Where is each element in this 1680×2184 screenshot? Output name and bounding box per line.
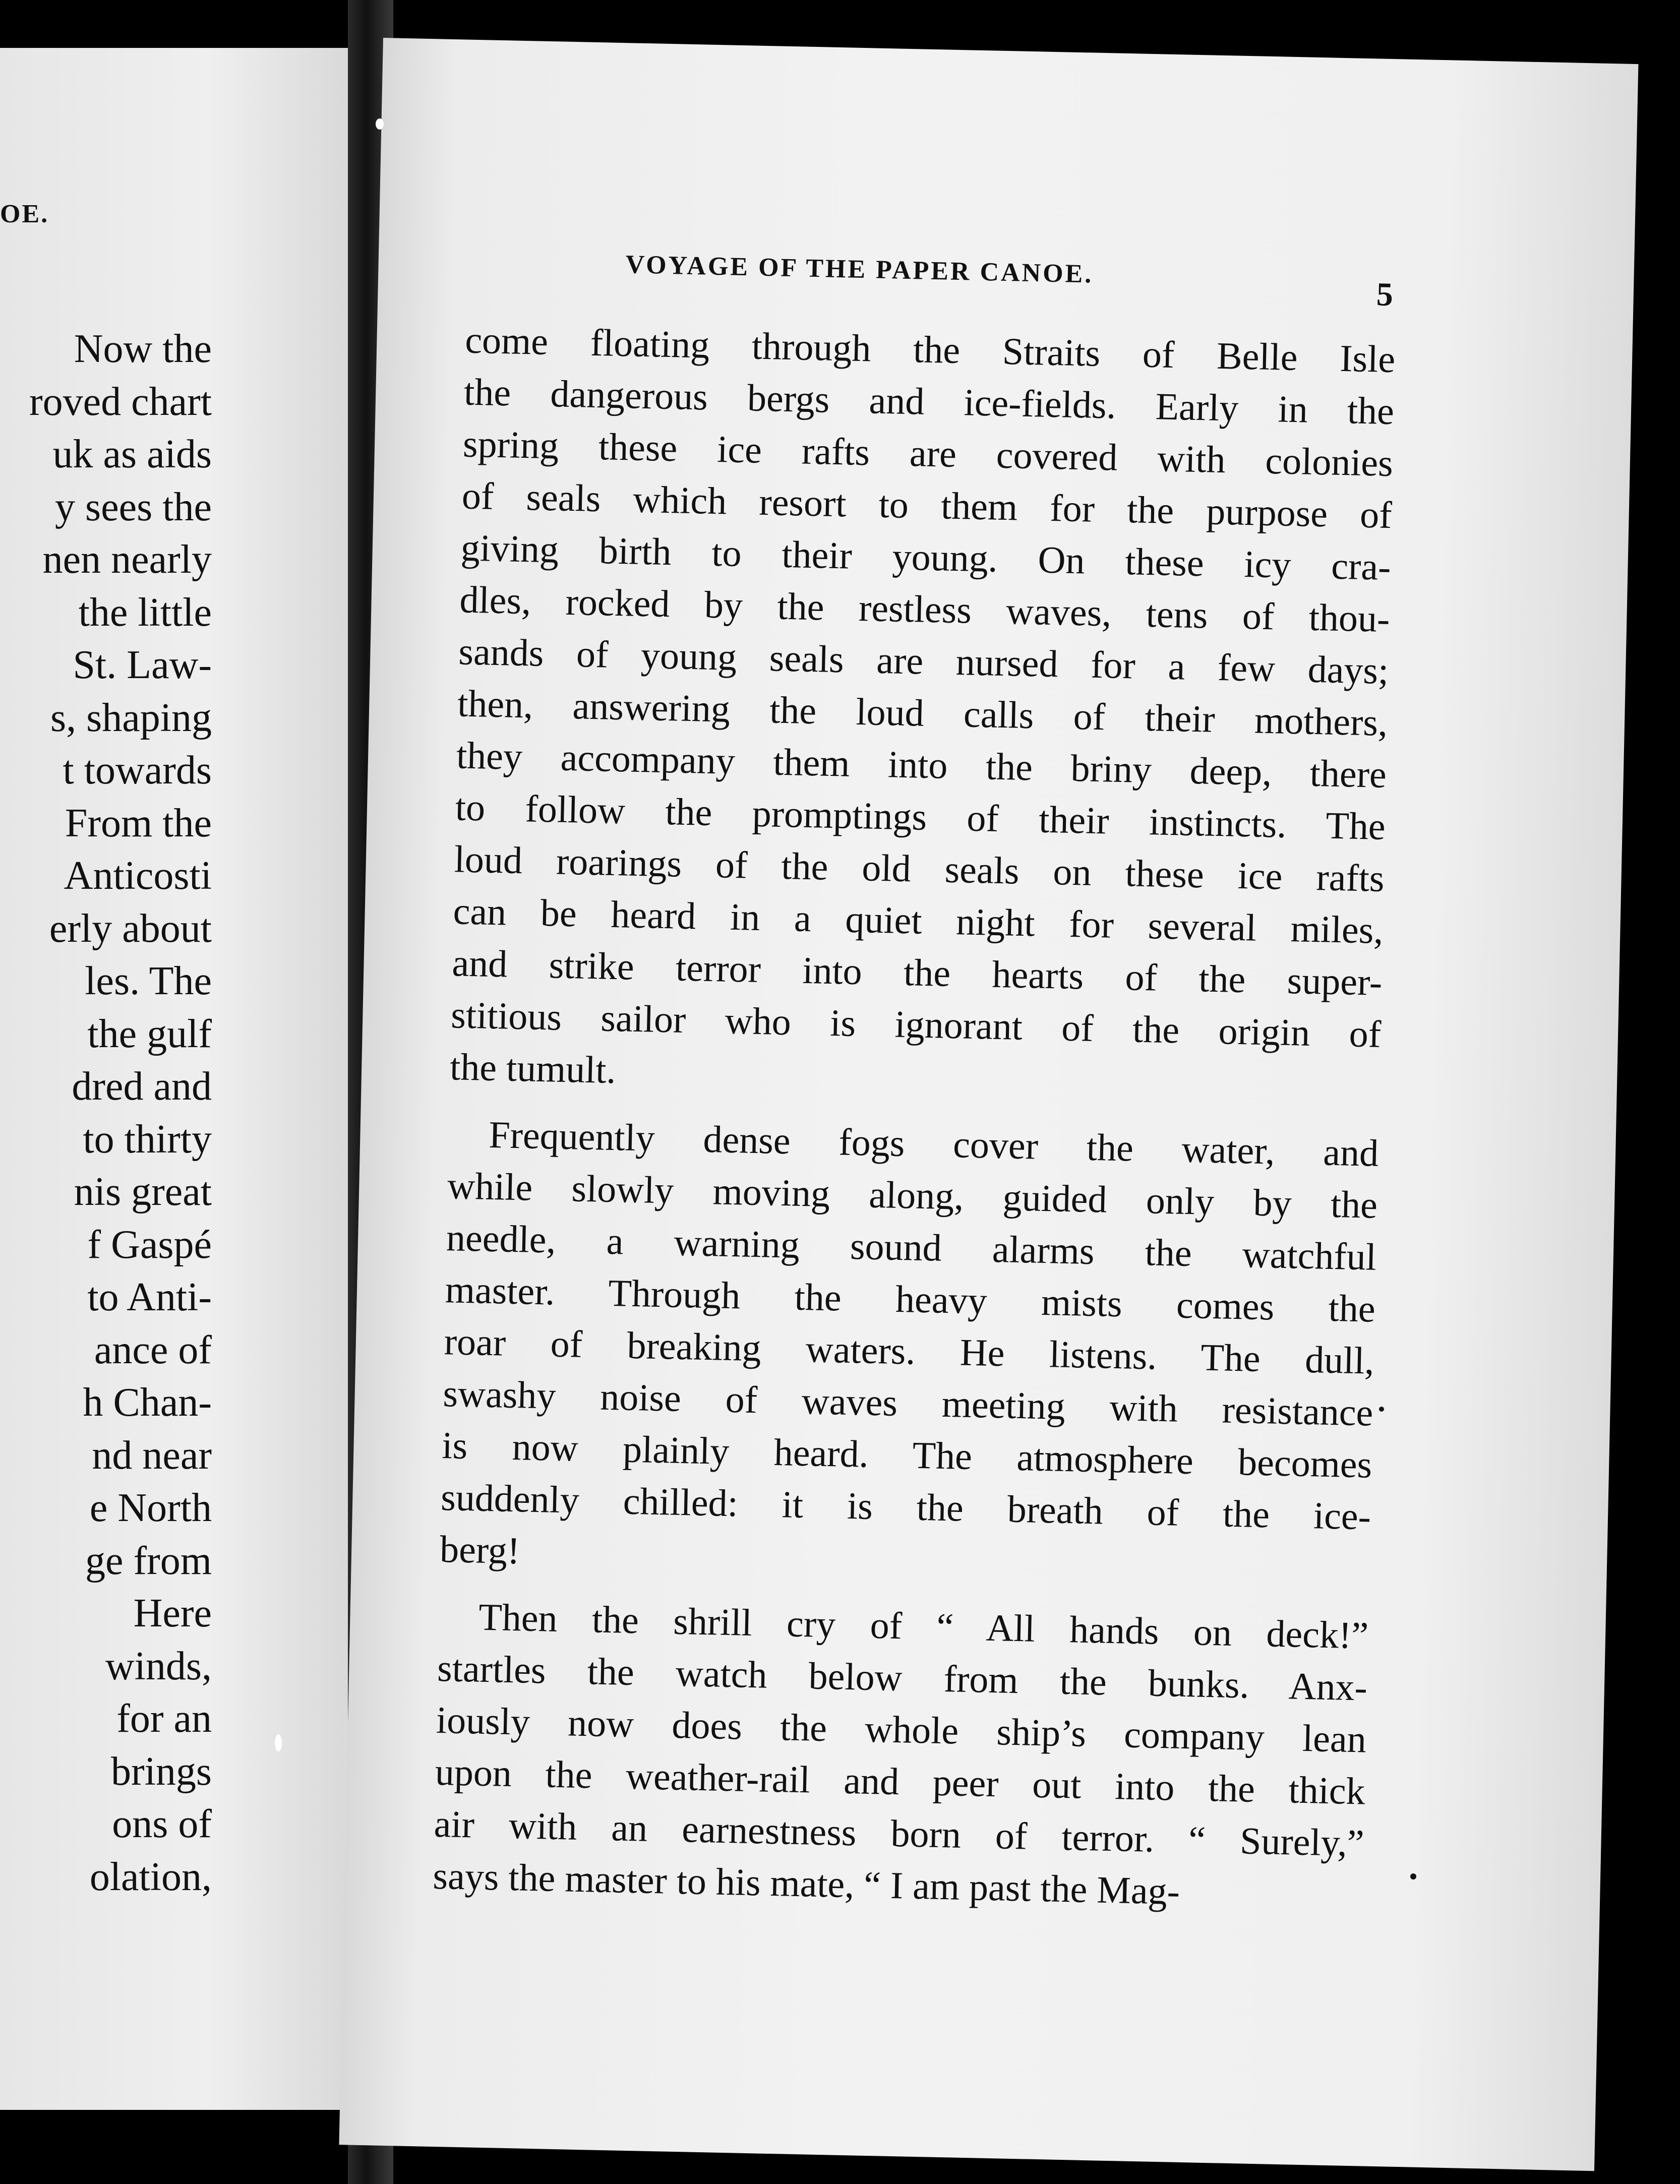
left-text-line: ance of bbox=[94, 1327, 212, 1372]
left-text-line: Here bbox=[133, 1591, 212, 1635]
scan-speck bbox=[376, 118, 384, 130]
text-line: can be heard in a quiet night for several miles, bbox=[452, 890, 1384, 952]
text-line: spring these ice rafts are covered with colonies bbox=[462, 422, 1394, 485]
left-text-line: to thirty bbox=[83, 1117, 212, 1162]
text-line: iously now does the whole ship’s company lean bbox=[436, 1698, 1367, 1761]
text-line: dles, rocked by the restless waves, tens of thou- bbox=[459, 578, 1391, 641]
text-line: is now plainly heard. The atmosphere becomes bbox=[441, 1424, 1373, 1486]
paragraph-1 bbox=[449, 315, 1396, 1113]
left-text-line: St. Law- bbox=[73, 643, 212, 687]
text-line: loud roarings of the old seals on these ice rafts bbox=[454, 838, 1385, 900]
scan-dot bbox=[1379, 1407, 1384, 1412]
left-text-line: h Chan- bbox=[83, 1380, 212, 1425]
left-page-text bbox=[0, 323, 212, 1903]
page-number: 5 bbox=[1376, 276, 1394, 314]
text-line: they accompany them into the briny deep, there bbox=[456, 734, 1387, 796]
left-text-line: winds, bbox=[105, 1644, 212, 1688]
scan-speck bbox=[275, 1734, 282, 1751]
left-text-line: nd near bbox=[92, 1433, 212, 1478]
text-line: upon the weather-rail and peer out into the thick bbox=[435, 1750, 1366, 1813]
left-text-line: for an bbox=[116, 1696, 212, 1741]
text-line: giving birth to their young. On these icy cra- bbox=[460, 526, 1392, 589]
left-text-line: Anticosti bbox=[64, 854, 212, 898]
left-text-line: e North bbox=[89, 1486, 212, 1530]
right-page bbox=[339, 38, 1638, 2171]
left-text-line: roved chart bbox=[29, 379, 212, 424]
left-text-line: Now the bbox=[74, 327, 212, 371]
text-line: Then the shrill cry of “ All hands on deck!” bbox=[478, 1596, 1369, 1657]
text-line: air with an earnestness born of terror. “ Surely,” bbox=[433, 1802, 1365, 1865]
left-running-header: OE. bbox=[0, 200, 49, 228]
left-text-line: From the bbox=[65, 801, 212, 845]
paragraph-2 bbox=[439, 1108, 1379, 1595]
scan-dot bbox=[1410, 1873, 1416, 1879]
left-text-line: dred and bbox=[72, 1064, 212, 1109]
text-line: then, answering the loud calls of their mothers, bbox=[457, 682, 1388, 745]
left-text-line: the little bbox=[78, 590, 212, 635]
left-text-line: brings bbox=[111, 1749, 212, 1794]
left-text-line: nis great bbox=[74, 1170, 212, 1214]
text-line: roar of breaking waters. He listens. The dull, bbox=[443, 1320, 1375, 1382]
text-line: needle, a warning sound alarms the watchful bbox=[446, 1217, 1377, 1279]
left-text-line: erly about bbox=[49, 906, 212, 951]
left-page bbox=[0, 48, 348, 2110]
text-line: come floating through the Straits of Belle Isle bbox=[464, 319, 1396, 381]
left-text-line: the gulf bbox=[87, 1011, 212, 1056]
left-text-line: nen nearly bbox=[42, 537, 212, 582]
paragraph-3 bbox=[433, 1591, 1369, 1922]
text-line: stitious sailor who is ignorant of the origin of bbox=[450, 994, 1382, 1056]
text-line: master. Through the heavy mists comes the bbox=[445, 1268, 1376, 1330]
left-text-line: t towards bbox=[63, 748, 212, 793]
left-text-line: s, shaping bbox=[50, 695, 212, 740]
text-line: while slowly moving along, guided only by the bbox=[447, 1165, 1378, 1227]
text-line: of seals which resort to them for the purpose of bbox=[461, 474, 1393, 537]
text-line: sands of young seals are nursed for a few days; bbox=[458, 630, 1390, 693]
left-text-line: ge from bbox=[85, 1538, 212, 1583]
text-line: to follow the promptings of their instincts. The bbox=[455, 786, 1386, 848]
text-line: suddenly chilled: it is the breath of the ice- bbox=[440, 1476, 1371, 1538]
left-text-line: uk as aids bbox=[52, 432, 212, 476]
left-text-line: olation, bbox=[89, 1854, 212, 1899]
text-line: says the master to his mate, “ I am past the Mag- bbox=[432, 1854, 1180, 1913]
text-line: the dangerous bergs and ice-fields. Early in the bbox=[463, 371, 1395, 433]
running-header: VOYAGE OF THE PAPER CANOE. bbox=[625, 250, 1094, 289]
left-text-line: y sees the bbox=[54, 484, 212, 529]
left-text-line: les. The bbox=[85, 959, 212, 1003]
text-line: and strike terror into the hearts of the super- bbox=[451, 942, 1383, 1004]
text-line: Frequently dense fogs cover the water, and bbox=[488, 1113, 1379, 1175]
body-text bbox=[433, 315, 1396, 1922]
left-text-line: f Gaspé bbox=[87, 1222, 212, 1267]
text-line: swashy noise of waves meeting with resistance bbox=[442, 1372, 1374, 1434]
text-line: startles the watch below from the bunks. Anx- bbox=[437, 1647, 1368, 1709]
left-text-line: ons of bbox=[112, 1802, 212, 1846]
text-line: berg! bbox=[439, 1528, 521, 1572]
text-line: the tumult. bbox=[449, 1046, 617, 1092]
left-text-line: to Anti- bbox=[87, 1275, 212, 1319]
